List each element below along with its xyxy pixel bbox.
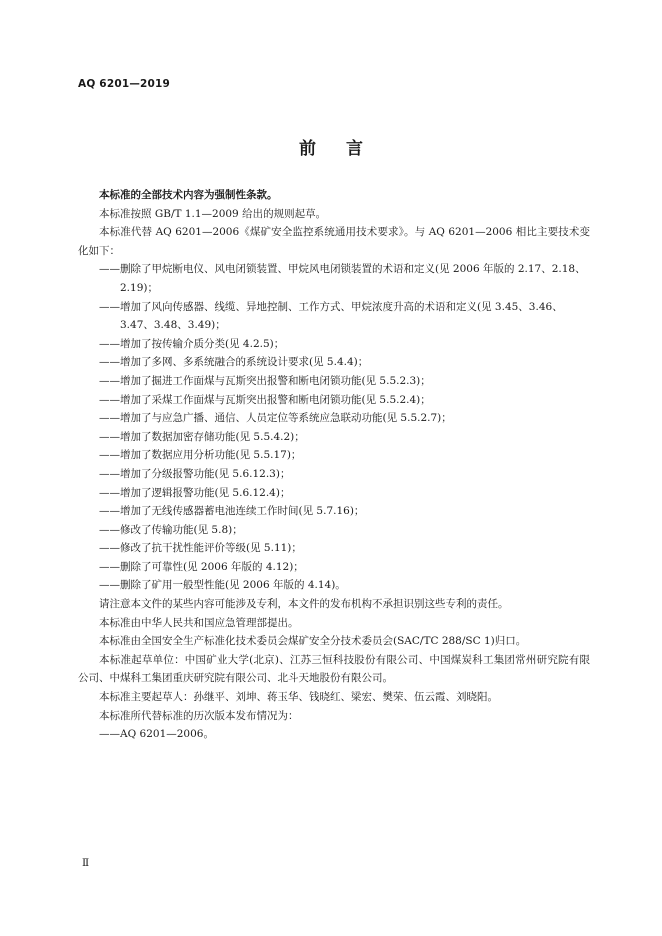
change-item: ——增加了数据应用分析功能(见 5.5.17)； <box>99 449 302 462</box>
change-item: ——增加了按传输介质分类(见 4.2.5)； <box>99 337 285 350</box>
change-item: ——增加了逻辑报警功能(见 5.6.12.4)； <box>99 486 291 499</box>
change-item: ——增加了无线传感器蓄电池连续工作时间(见 5.7.16)； <box>99 505 365 518</box>
drafting-units-paragraph: 本标准起草单位：中国矿业大学(北京)、江苏三恒科技股份有限公司、中国煤炭科工集团常州研究院有限公司、中煤科工集团重庆研究院有限公司、北斗天地股份有限公司。 <box>78 653 590 685</box>
previous-versions-intro: 本标准所代替标准的历次版本发布情况为： <box>99 709 299 722</box>
mandatory-statement: 本标准的全部技术内容为强制性条款。 <box>99 189 278 201</box>
change-item: ——增加了分级报警功能(见 5.6.12.3)； <box>99 467 291 480</box>
committee-paragraph: 本标准由全国安全生产标准化技术委员会煤矿安全分技术委员会(SAC/TC 288/SC 1)归口。 <box>99 635 527 648</box>
previous-version-item: ——AQ 6201—2006。 <box>99 728 214 741</box>
drafters-paragraph: 本标准主要起草人：孙继平、刘坤、蒋玉华、钱晓红、梁宏、樊荣、伍云霞、刘晓阳。 <box>99 691 498 704</box>
change-item: ——增加了多网、多系统融合的系统设计要求(见 5.4.4)； <box>99 356 369 369</box>
page-title: 前言 <box>299 139 393 159</box>
change-item: ——删除了可靠性(见 2006 年版的 4.12)； <box>99 560 304 573</box>
change-item: ——增加了风向传感器、线缆、异地控制、工作方式、甲烷浓度升高的术语和定义(见 3.45、3.46、3.47、3.48、3.49)； <box>99 300 563 332</box>
change-item: ——删除了甲烷断电仪、风电闭锁装置、甲烷风电闭锁装置的术语和定义(见 2006 年版的 2.17、2.18、2.19)； <box>99 263 586 294</box>
change-item: ——修改了抗干扰性能评价等级(见 5.11)； <box>99 542 302 555</box>
change-item: ——增加了数据加密存储功能(见 5.5.4.2)； <box>99 430 305 443</box>
foreword-body <box>78 186 590 744</box>
page-number: Ⅱ <box>82 857 90 869</box>
change-item: ——增加了采煤工作面煤与瓦斯突出报警和断电闭锁功能(见 5.5.2.4)； <box>99 393 431 406</box>
drafting-rule-paragraph: 本标准按照 GB/T 1.1—2009 给出的规则起草。 <box>99 207 327 220</box>
change-item: ——增加了与应急广播、通信、人员定位等系统应急联动功能(见 5.5.2.7)； <box>99 412 452 425</box>
replacement-paragraph: 本标准代替 AQ 6201—2006《煤矿安全监控系统通用技术要求》。与 AQ 6201—2006 相比主要技术变化如下： <box>78 226 590 257</box>
patent-notice: 请注意本文件的某些内容可能涉及专利，本文件的发布机构不承担识别这些专利的责任。 <box>99 598 509 611</box>
change-item: ——修改了传输功能(见 5.8)； <box>99 523 243 536</box>
change-item: ——删除了矿用一般型性能(见 2006 年版的 4.14)。 <box>99 579 346 592</box>
proposer-paragraph: 本标准由中华人民共和国应急管理部提出。 <box>99 616 299 629</box>
change-item: ——增加了掘进工作面煤与瓦斯突出报警和断电闭锁功能(见 5.5.2.3)； <box>99 374 431 387</box>
document-code: AQ 6201—2019 <box>78 78 171 90</box>
